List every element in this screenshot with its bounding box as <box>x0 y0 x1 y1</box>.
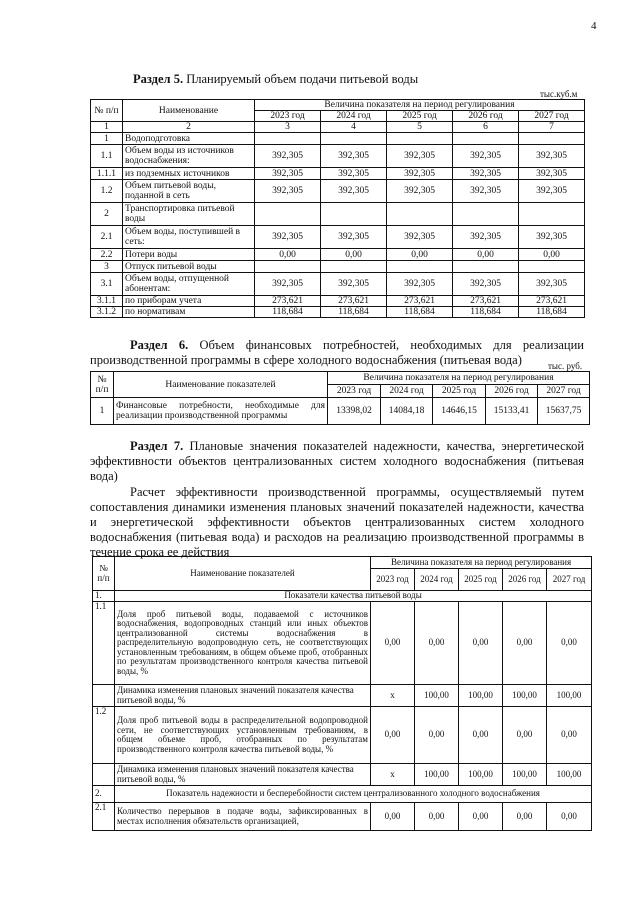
s5-cell: 118,684 <box>321 307 387 318</box>
s5-cell: 392,305 <box>321 180 387 203</box>
s7-year: 2026 год <box>503 569 547 591</box>
section5-unit: тыс.куб.м <box>540 89 578 99</box>
s5-row-num: 1.1 <box>91 145 123 168</box>
s7-group-num: 1. <box>93 591 115 602</box>
s5-row-name: Объем воды, поступившей в сеть: <box>123 226 255 249</box>
s7-row-name: Количество перерывов в подаче воды, зафиксированных в местах исполнения обязательств организацией, <box>115 803 371 831</box>
s7-cell: 100,00 <box>415 685 459 707</box>
s5-year: 2023 год <box>255 111 321 122</box>
table-row <box>91 145 585 168</box>
s5-cell: 392,305 <box>453 273 519 296</box>
s5-cell: 0,00 <box>387 249 453 261</box>
s6-year: 2025 год <box>433 385 486 398</box>
s5-cell: 273,621 <box>519 296 585 307</box>
s5-year: 2026 год <box>453 111 519 122</box>
table-row <box>93 786 592 803</box>
s5-cell: 392,305 <box>255 180 321 203</box>
s6-row-name: Финансовые потребности, необходимые для реализации производственной программы <box>114 398 328 425</box>
s5-cell: 392,305 <box>321 273 387 296</box>
s7-cell: 0,00 <box>459 602 503 685</box>
section7-title <box>90 439 584 484</box>
s6-year: 2023 год <box>328 385 381 398</box>
s5-row-num: 3.1.2 <box>91 307 123 318</box>
section7-paragraph: Расчет эффективности производственной программы, осуществляемый путем сопоставления динамики изменения плановых значений показателей надежности, качества и энергетической эффективности объектов централизованных систем холодного водоснабжения (питьевая вода) и расходов на реализацию производственной программы в течение срока ее действия <box>90 485 584 559</box>
s5-row-name: Транспортировка питьевой воды <box>123 203 255 226</box>
s5-cell: 392,305 <box>387 273 453 296</box>
s7-row-name: Динамика изменения плановых значений показателя качества питьевой воды, % <box>115 764 371 786</box>
s7-cell: 0,00 <box>371 602 415 685</box>
s5-row-num: 3 <box>91 261 123 273</box>
s5-row-num: 1.1.1 <box>91 168 123 180</box>
s5-colnum: 2 <box>123 122 255 133</box>
s5-cell: 392,305 <box>453 168 519 180</box>
section5-title-text: Планируемый объем подачи питьевой воды <box>186 72 419 86</box>
s5-row-name: из подземных источников <box>123 168 255 180</box>
s7-cell: 0,00 <box>503 602 547 685</box>
s7-year: 2025 год <box>459 569 503 591</box>
s5-cell: 0,00 <box>321 249 387 261</box>
table-row <box>93 602 592 685</box>
s7-cell: 0,00 <box>547 602 592 685</box>
s7-row-name: Динамика изменения плановых значений показателя качества питьевой воды, % <box>115 685 371 707</box>
s5-row-name: по приборам учета <box>123 296 255 307</box>
s5-cell: 392,305 <box>453 145 519 168</box>
s7-year: 2024 год <box>415 569 459 591</box>
s5-cell: 273,621 <box>453 296 519 307</box>
s5-cell: 0,00 <box>519 249 585 261</box>
table-row <box>91 203 585 226</box>
s5-cell: 392,305 <box>387 180 453 203</box>
table-row <box>93 685 592 707</box>
s5-cell: 118,684 <box>387 307 453 318</box>
s6-cell: 15133,41 <box>486 398 538 425</box>
table-row <box>91 273 585 296</box>
s5-cell: 0,00 <box>453 249 519 261</box>
s5-cell: 392,305 <box>255 273 321 296</box>
s5-row-num: 1.2 <box>91 180 123 203</box>
s5-row-num: 1 <box>91 133 123 145</box>
s5-cell: 392,305 <box>453 180 519 203</box>
table-row <box>91 180 585 203</box>
s5-cell: 273,621 <box>255 296 321 307</box>
s7-header-name: Наименование показателей <box>115 557 371 591</box>
s7-cell: 100,00 <box>547 764 592 786</box>
s6-year: 2027 год <box>538 385 590 398</box>
s5-year: 2024 год <box>321 111 387 122</box>
s7-cell: 0,00 <box>459 803 503 831</box>
s5-row-num: 3.1 <box>91 273 123 296</box>
s5-year: 2027 год <box>519 111 585 122</box>
s5-year: 2025 год <box>387 111 453 122</box>
s7-cell: 100,00 <box>415 764 459 786</box>
s5-cell: 392,305 <box>387 226 453 249</box>
section6-title-bold: Раздел 6. <box>130 338 189 352</box>
section7-title-text: Плановые значения показателей надежности, качества, энергетической эффективности объектов централизованных систем холодного водоснабжения (питьевая вода) <box>90 439 585 483</box>
section5-title <box>133 72 603 87</box>
s5-cell: 273,621 <box>387 296 453 307</box>
s5-row-num: 3.1.1 <box>91 296 123 307</box>
s6-header-num: № п/п <box>91 372 114 398</box>
s5-colnum: 5 <box>387 122 453 133</box>
s5-header-period: Величина показателя на период регулирования <box>255 100 585 111</box>
section5-title-bold: Раздел 5. <box>133 72 184 86</box>
s7-row-num: 1.1 <box>93 602 115 685</box>
s7-cell: 0,00 <box>547 707 592 764</box>
s5-row-name: Объем воды из источников водоснабжения: <box>123 145 255 168</box>
s5-colnum: 1 <box>91 122 123 133</box>
table-row <box>91 249 585 261</box>
s5-row-num: 2.1 <box>91 226 123 249</box>
s6-cell: 15637,75 <box>538 398 590 425</box>
s5-cell: 392,305 <box>453 226 519 249</box>
s5-cell: 118,684 <box>519 307 585 318</box>
s7-year: 2027 год <box>547 569 592 591</box>
page-number: 4 <box>591 20 597 32</box>
s6-header-name: Наименование показателей <box>114 372 328 398</box>
s7-year: 2023 год <box>371 569 415 591</box>
table-row <box>91 398 590 425</box>
s7-cell: 0,00 <box>415 602 459 685</box>
s5-row-name: Потери воды <box>123 249 255 261</box>
s5-cell: 392,305 <box>321 145 387 168</box>
s5-cell: 392,305 <box>519 168 585 180</box>
s5-colnum: 6 <box>453 122 519 133</box>
s5-cell: 392,305 <box>255 226 321 249</box>
s5-row-num: 2.2 <box>91 249 123 261</box>
table-row <box>93 707 592 764</box>
table-row <box>91 307 585 318</box>
s7-cell: х <box>371 764 415 786</box>
section6-title-text: Объем финансовых потребностей, необходимых для реализации производственной программы в сфере холодного водоснабжения (питьевая вода) <box>90 338 584 367</box>
section7-table <box>92 556 592 831</box>
s7-cell: 0,00 <box>503 707 547 764</box>
section6-title <box>90 338 584 368</box>
s7-cell: 0,00 <box>371 707 415 764</box>
s5-cell: 118,684 <box>255 307 321 318</box>
s7-cell: 100,00 <box>547 685 592 707</box>
s7-cell: 0,00 <box>459 707 503 764</box>
s6-cell: 13398,02 <box>328 398 381 425</box>
section6-unit: тыс. руб. <box>548 361 583 371</box>
s6-cell: 14084,18 <box>381 398 433 425</box>
s5-cell: 392,305 <box>387 145 453 168</box>
s5-cell: 392,305 <box>321 226 387 249</box>
s6-cell: 14646,15 <box>433 398 486 425</box>
table-row <box>91 261 585 273</box>
s7-group-num: 2. <box>93 786 115 803</box>
s7-header-num: № п/п <box>93 557 115 591</box>
s7-cell: 0,00 <box>547 803 592 831</box>
s5-cell: 392,305 <box>519 273 585 296</box>
section7-title-bold: Раздел 7. <box>130 439 184 453</box>
s5-header-num: № п/п <box>91 100 123 122</box>
s7-header-period: Величина показателя на период регулирования <box>371 557 592 569</box>
s7-cell: 100,00 <box>459 685 503 707</box>
s7-row-num: 1.2 <box>93 707 115 764</box>
s5-colnum: 3 <box>255 122 321 133</box>
table-row <box>91 226 585 249</box>
s7-group-title: Показатели качества питьевой воды <box>115 591 592 602</box>
s7-group-title: Показатель надежности и бесперебойности систем централизованного холодного водоснабжения <box>115 786 592 803</box>
s7-cell: х <box>371 685 415 707</box>
s5-header-name: Наименование <box>123 100 255 122</box>
s5-cell: 392,305 <box>519 145 585 168</box>
s6-row-num: 1 <box>91 398 114 425</box>
s5-row-name: Отпуск питьевой воды <box>123 261 255 273</box>
s7-cell: 0,00 <box>415 707 459 764</box>
table-row <box>91 133 585 145</box>
s7-row-name: Доля проб питьевой воды, подаваемой с источников водоснабжения, водопроводных станций или иных объектов централизованной системы водоснабжения в распределительную водопроводную сеть, не соответствующих установленным требованиям, в общем объеме проб, отобранных по результатам производственного контроля качества питьевой воды, % <box>115 602 371 685</box>
table-row <box>91 296 585 307</box>
s7-cell: 100,00 <box>503 685 547 707</box>
section5-table <box>90 99 585 318</box>
s7-cell: 100,00 <box>503 764 547 786</box>
s7-cell: 0,00 <box>371 803 415 831</box>
section6-table <box>90 371 590 425</box>
s5-cell: 273,621 <box>321 296 387 307</box>
table-row <box>93 764 592 786</box>
s6-year: 2026 год <box>486 385 538 398</box>
s6-year: 2024 год <box>381 385 433 398</box>
s5-cell: 392,305 <box>387 168 453 180</box>
table-row <box>93 803 592 831</box>
s5-cell: 118,684 <box>453 307 519 318</box>
s5-row-name: Объем воды, отпущенной абонентам: <box>123 273 255 296</box>
s5-colnum: 7 <box>519 122 585 133</box>
s7-cell: 0,00 <box>503 803 547 831</box>
s5-row-name: Водоподготовка <box>123 133 255 145</box>
s5-cell: 392,305 <box>255 168 321 180</box>
s5-cell: 392,305 <box>519 180 585 203</box>
s6-header-period: Величина показателя на период регулирования <box>328 372 590 385</box>
s5-row-name: по нормативам <box>123 307 255 318</box>
s7-cell: 0,00 <box>415 803 459 831</box>
s5-row-num: 2 <box>91 203 123 226</box>
table-row <box>93 591 592 602</box>
table-row <box>91 168 585 180</box>
s5-cell: 0,00 <box>255 249 321 261</box>
s5-row-name: Объем питьевой воды, поданной в сеть <box>123 180 255 203</box>
s5-cell: 392,305 <box>321 168 387 180</box>
s7-row-num: 2.1 <box>93 803 115 831</box>
s5-cell: 392,305 <box>519 226 585 249</box>
s5-colnum: 4 <box>321 122 387 133</box>
s7-row-name: Доля проб питьевой воды в распределительной водопроводной сети, не соответствующих установленным требованиям, в общем объеме проб, отобранных по результатам производственного контроля качества питьевой воды, % <box>115 707 371 764</box>
s5-cell: 392,305 <box>255 145 321 168</box>
s7-cell: 100,00 <box>459 764 503 786</box>
